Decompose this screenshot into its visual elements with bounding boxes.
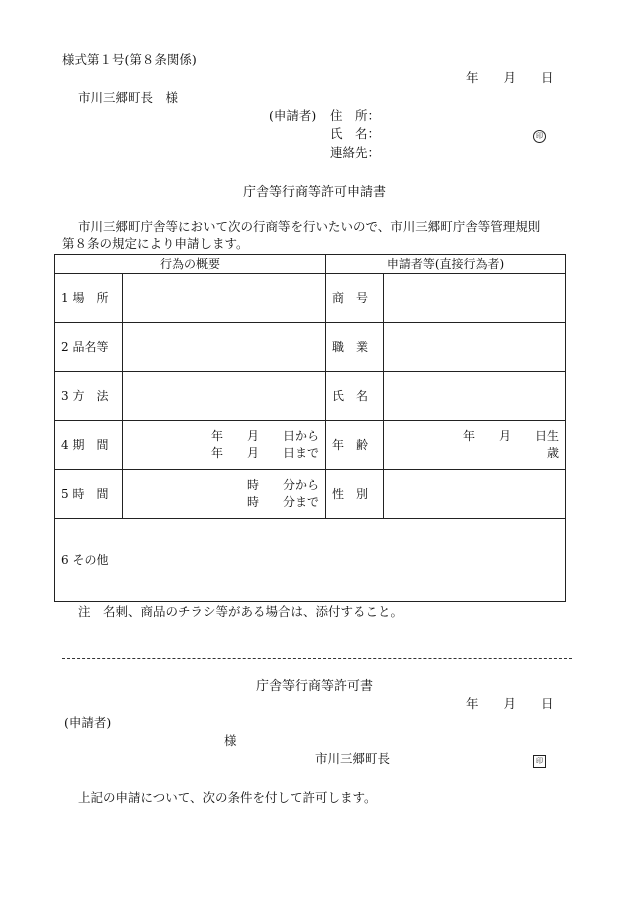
- date-line: 年 月 日: [466, 70, 554, 85]
- permit-title: 庁舎等行商等許可書: [256, 679, 374, 694]
- seal-icon: [533, 128, 546, 143]
- row-label-place: 1 場 所: [55, 274, 123, 323]
- row-label-other: 6 その他: [61, 553, 109, 567]
- application-body-line1: 市川三郷町庁舎等において次の行商等を行いたいので、市川三郷町庁舎等管理規則: [78, 219, 541, 234]
- method-field[interactable]: [123, 372, 326, 421]
- permit-date-line: 年 月 日: [466, 696, 554, 711]
- occupation-field[interactable]: [384, 323, 566, 372]
- row-label-period: 4 期 間: [55, 421, 123, 470]
- age-field[interactable]: [384, 421, 566, 470]
- table-row: [55, 470, 566, 519]
- time-to: 時 分まで: [247, 495, 320, 509]
- row-label-age: 年 齢: [326, 421, 384, 470]
- row-label-occupation: 職 業: [326, 323, 384, 372]
- table-row: [55, 372, 566, 421]
- addressee: 市川三郷町長 様: [78, 90, 179, 105]
- birth-date: 年 月 日生: [463, 428, 560, 443]
- permit-applicant-label: (申請者): [64, 715, 112, 730]
- form-label: 様式第１号(第８条関係): [62, 52, 197, 67]
- official-seal-mark: 印: [533, 755, 546, 768]
- application-body-line2: 第８条の規定により申請します。: [62, 236, 249, 251]
- application-title: 庁舎等行商等許可申請書: [243, 185, 387, 200]
- header-applicant-details: 申請者等(直接行為者): [326, 255, 566, 274]
- other-field[interactable]: [55, 519, 566, 602]
- period-to: 年 月 日まで: [211, 446, 320, 460]
- application-table: [54, 254, 566, 602]
- header-activity-summary: 行為の概要: [55, 255, 326, 274]
- address-label: 住 所：: [330, 108, 381, 123]
- trade-name-field[interactable]: [384, 274, 566, 323]
- permit-body: 上記の申請について、次の条件を付して許可します。: [78, 790, 377, 805]
- gender-field[interactable]: [384, 470, 566, 519]
- place-field[interactable]: [123, 274, 326, 323]
- actor-name-field[interactable]: [384, 372, 566, 421]
- row-label-items: 2 品名等: [55, 323, 123, 372]
- table-row: [55, 274, 566, 323]
- seal-mark: 印: [533, 130, 546, 143]
- age-years: 歳: [547, 446, 560, 460]
- time-field[interactable]: [123, 470, 326, 519]
- row-label-method: 3 方 法: [55, 372, 123, 421]
- cut-line-divider: [62, 658, 572, 659]
- time-from: 時 分から: [247, 477, 320, 492]
- items-field[interactable]: [123, 323, 326, 372]
- row-label-trade-name: 商 号: [326, 274, 384, 323]
- official-seal-icon: [533, 753, 546, 768]
- applicant-prefix: (申請者): [269, 108, 317, 123]
- period-field[interactable]: [123, 421, 326, 470]
- period-from: 年 月 日から: [211, 428, 320, 443]
- table-row: [55, 323, 566, 372]
- name-label: 氏 名：: [330, 126, 381, 141]
- row-label-gender: 性 別: [326, 470, 384, 519]
- permit-mayor: 市川三郷町長: [315, 751, 391, 766]
- table-row: [55, 421, 566, 470]
- contact-label: 連絡先：: [330, 145, 381, 160]
- attachment-note: 注 名刺、商品のチラシ等がある場合は、添付すること。: [78, 604, 404, 619]
- row-label-name: 氏 名: [326, 372, 384, 421]
- row-label-time: 5 時 間: [55, 470, 123, 519]
- permit-sama: 様: [224, 733, 237, 748]
